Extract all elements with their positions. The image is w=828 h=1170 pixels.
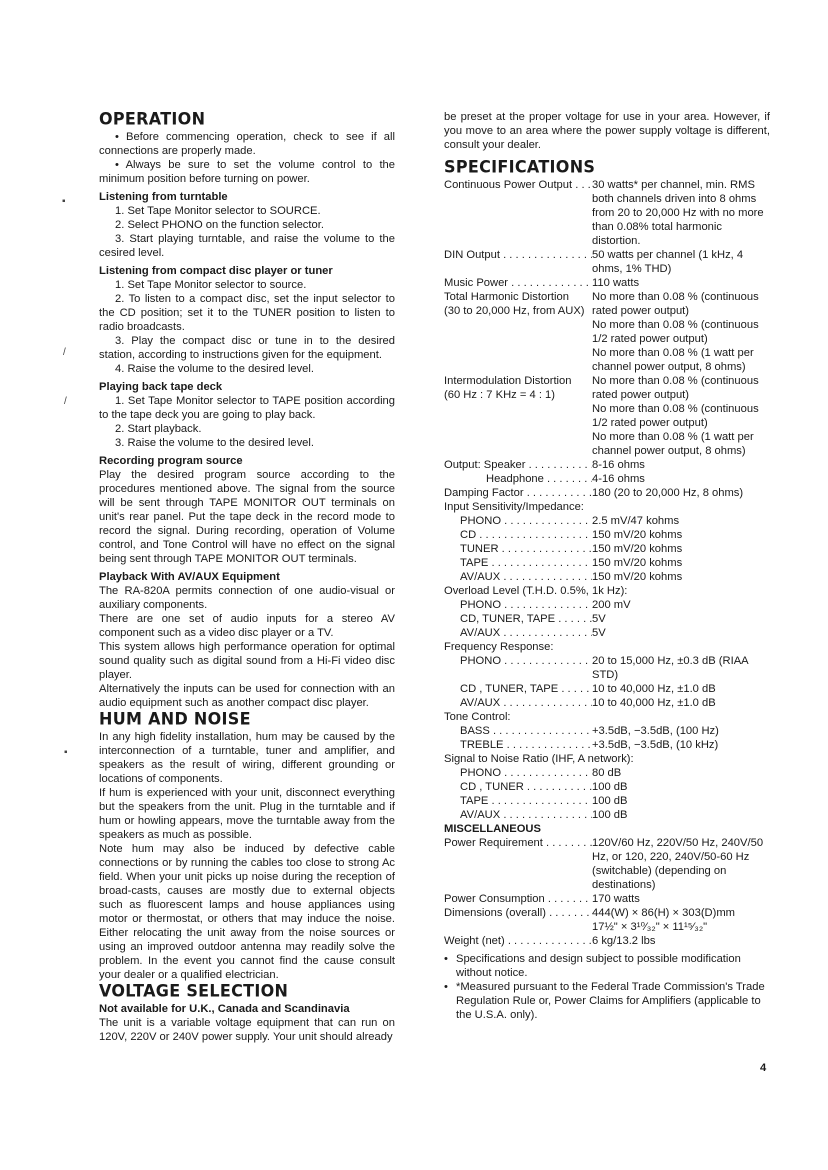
spec-value: 10 to 40,000 Hz, ±1.0 dB [592,683,716,695]
misc-heading: MISCELLANEOUS [444,823,541,835]
spec-label: CD , TUNER . . . [444,780,592,794]
paragraph: Note hum may also be induced by defective cable connections or by running the cables too close to strong Ac field. When your unit picks up noise during the reception of broad-casts, causes are mostly due to external objects such as fluorescent lamps and house appliances using motor or thermostat, or others that may induce the noise. Either relocating the unit away from the noise sources or using an improved outdoor antenna may readily solve the problem. In the event you cannot find the cause consult your dealer or a qualified electrician. [99,843,395,981]
spec-row [444,276,770,290]
paragraph: There are one set of audio inputs for a stereo AV component such as a video disc player or a TV. [99,613,395,639]
spec-label: CD, TUNER, TAPE . . . [444,612,592,626]
step: 1. Set Tape Monitor selector to source. [115,279,307,291]
specifications-title: SPECIFICATIONS [444,156,596,177]
spec-group-heading: Tone Control: [444,711,511,723]
spec-row [444,808,770,822]
spec-label: Continuous Power Output . . . [444,178,592,248]
spec-value: 150 mV/20 kohms [592,529,683,541]
thd-value: No more than 0.08 % (1 watt per channel power output, 8 ohms) [592,347,754,373]
spec-value: 150 mV/20 kohms [592,571,683,583]
step: 1. Set Tape Monitor selector to SOURCE. [115,205,321,217]
spec-value: 170 watts [592,893,640,905]
spec-value [592,290,770,374]
footnote [444,952,770,980]
spec-label: TREBLE . . . [444,738,592,752]
paragraph: The unit is a variable voltage equipment that can run on 120V, 220V or 240V power supply. Your unit should already [99,1017,395,1043]
spec-value: 150 mV/20 kohms [592,543,683,555]
paragraph: The RA-820A permits connection of one audio-visual or auxiliary components. [99,585,395,611]
spec-label: BASS . . . [444,724,592,738]
step: 2. Start playback. [115,423,202,435]
spec-label: Weight (net) . . . [444,934,592,948]
spec-value: 110 watts [592,277,640,289]
spec-value: 10 to 40,000 Hz, ±1.0 dB [592,697,716,709]
spec-row [444,598,770,612]
spec-row [444,682,770,696]
paragraph: This system allows high performance operation for optimal sound quality such as digital sound from a Hi-Fi video disc player. [99,641,395,681]
spec-label-sub: (60 Hz : 7 KHz = 4 : 1) [444,389,555,401]
spec-label: Power Requirement . . . [444,836,592,892]
spec-label: PHONO . . . [444,514,592,528]
spec-group-heading: Input Sensitivity/Impedance: [444,501,584,513]
page-number: 4 [760,1062,767,1074]
thd-value: No more than 0.08 % (continuous rated power output) [592,291,759,317]
spec-label: DIN Output . . . [444,248,592,276]
section-heading: Listening from compact disc player or tuner [99,265,333,277]
paragraph: Play the desired program source according to the procedures mentioned above. The signal from the source will be sent through TAPE MONITOR OUT terminals on unit's rear panel. Put the tape deck in the record mode to record the signal. During recording, operation of Volume control, and Tone Control will have no effect on the signal being sent through TAPE MONITOR OUT terminals. [99,469,395,565]
spec-label: AV/AUX . . . [444,626,592,640]
spec-value: 50 watts per channel (1 kHz, 4 ohms, 1% THD) [592,249,744,275]
spec-row [444,654,770,682]
spec-row [444,514,770,528]
hum-title: HUM AND NOISE [99,708,251,729]
paragraph: Alternatively the inputs can be used for connection with an audio equipment such as another compact disc player. [99,683,395,709]
step: 2. Select PHONO on the function selector. [115,219,324,231]
bullet-icon: • [444,981,448,993]
spec-row [444,374,770,458]
spec-value: 20 to 15,000 Hz, ±0.3 dB (RIAA STD) [592,655,749,681]
spec-row [444,906,770,934]
spec-value: 200 mV [592,599,631,611]
spec-row [444,528,770,542]
spec-row [444,626,770,640]
spec-label [444,290,592,374]
step: 3. Start playing turntable, and raise the volume to the cesired level. [99,233,395,259]
spec-label: PHONO . . . [444,766,592,780]
spec-row [444,458,770,472]
spec-label: Output: Speaker . . . [444,458,592,472]
spec-label: TUNER . . . [444,542,592,556]
spec-value: 100 dB [592,781,628,793]
spec-label: PHONO . . . [444,654,592,682]
step: 1. Set Tape Monitor selector to TAPE position according to the tape deck you are going to play back. [99,395,395,421]
spec-value: 8-16 ohms [592,459,645,471]
spec-label: Damping Factor . . . [444,486,592,500]
spec-value: 80 dB [592,767,622,779]
spec-value [592,906,770,934]
operation-title: OPERATION [99,108,206,129]
spec-row [444,570,770,584]
right-column [444,110,770,1022]
spec-value: 30 watts* per channel, min. RMS both channels driven into 8 ohms from 20 to 20,000 Hz with no more than 0.08% total harmonic distortion. [592,179,764,247]
step: 3. Play the compact disc or tune in to the desired station, according to instructions given for the equipment. [99,335,395,361]
spec-value: 4-16 ohms [592,473,645,485]
spec-value: 100 dB [592,809,628,821]
spec-label: TAPE . . . [444,794,592,808]
spec-label [444,374,592,458]
footnote-text: Specifications and design subject to possible modification without notice. [456,953,741,979]
spec-label: Music Power . . . [444,276,592,290]
spec-group-heading: Frequency Response: [444,641,554,653]
section-heading: Playing back tape deck [99,381,223,393]
spec-row [444,724,770,738]
spec-row [444,892,770,906]
spec-value: 100 dB [592,795,628,807]
section-heading: Listening from turntable [99,191,228,203]
spec-label: TAPE . . . [444,556,592,570]
spec-label: AV/AUX . . . [444,570,592,584]
spec-label: CD , TUNER, TAPE . . . [444,682,592,696]
spec-value: 150 mV/20 kohms [592,557,683,569]
spec-value: 120V/60 Hz, 220V/50 Hz, 240V/50 Hz, or 120, 220, 240V/50-60 Hz (switchable) (depending on destinations) [592,837,764,891]
spec-value: 180 (20 to 20,000 Hz, 8 ohms) [592,487,744,499]
intro-paragraph: • Before commencing operation, check to see if all connections are properly made. [99,131,395,157]
spec-value: 2.5 mV/47 kohms [592,515,680,527]
spec-row [444,836,770,892]
spec-value: +3.5dB, −3.5dB, (100 Hz) [592,725,719,737]
dimensions-inch: 17½" × 3¹⁰⁄₃₂" × 11¹⁵⁄₃₂" [592,921,708,933]
spec-label: CD . . . [444,528,592,542]
spec-row [444,178,770,248]
footnote-text: *Measured pursuant to the Federal Trade Commission's Trade Regulation Rule or, Power Claims for Amplifiers (applicable to the U.S.A. only). [456,981,765,1021]
spec-value: +3.5dB, −3.5dB, (10 kHz) [592,739,719,751]
spec-row [444,486,770,500]
paragraph: be preset at the proper voltage for use in your area. However, if you move to an area where the power supply voltage is different, consult your dealer. [444,111,770,151]
spec-value [592,374,770,458]
spec-group-heading: Signal to Noise Ratio (IHF, A network): [444,753,634,765]
spec-value: 6 kg/13.2 lbs [592,935,656,947]
spec-row [444,794,770,808]
spec-row [444,248,770,276]
spec-row [444,738,770,752]
spec-label: PHONO . . . [444,598,592,612]
spec-row [444,290,770,374]
spec-value: 5V [592,613,606,625]
spec-label: AV/AUX . . . [444,808,592,822]
footnote [444,980,770,1022]
spec-row [444,542,770,556]
intro-paragraph: • Always be sure to set the volume control to the minimum position before turning on power. [99,159,395,185]
thd-value: No more than 0.08 % (continuous 1/2 rated power output) [592,319,759,345]
spec-row [444,780,770,794]
voltage-title: VOLTAGE SELECTION [99,980,289,1001]
left-column [99,110,395,1044]
paragraph: In any high fidelity installation, hum may be caused by the interconnection of a turntable, tuner and amplifier, and speakers as the result of wiring, different grounding or locations of components. [99,731,395,785]
spec-label: Headphone . . . [444,472,592,486]
step: 4. Raise the volume to the desired level. [115,363,314,375]
spec-value: 5V [592,627,606,639]
imd-value: No more than 0.08 % (continuous rated power output) [592,375,759,401]
section-heading: Not available for U.K., Canada and Scandinavia [99,1003,350,1015]
spec-label-main: Intermodulation Distortion [444,375,572,387]
spec-label: Dimensions (overall) . . . [444,906,592,934]
spec-row [444,556,770,570]
spec-row [444,766,770,780]
dimensions-mm: 444(W) × 86(H) × 303(D)mm [592,907,735,919]
spec-row [444,472,770,486]
spec-label-main: Total Harmonic Distortion [444,291,569,303]
paragraph: If hum is experienced with your unit, disconnect everything but the speakers from the unit. Plug in the turntable and if hum or howling appears, move the turntable away from the speakers as much as possible. [99,787,395,841]
spec-label-sub: (30 to 20,000 Hz, from AUX) [444,305,585,317]
step: 2. To listen to a compact disc, set the input selector to the CD position; set it to the TUNER position to listen to radio broadcasts. [99,293,395,333]
spec-row [444,612,770,626]
spec-label: Power Consumption . . . [444,892,592,906]
spec-group-heading: Overload Level (T.H.D. 0.5%, 1k Hz): [444,585,628,597]
spec-row [444,696,770,710]
bullet-icon: • [444,953,448,965]
section-heading: Playback With AV/AUX Equipment [99,571,280,583]
spec-label: AV/AUX . . . [444,696,592,710]
imd-value: No more than 0.08 % (1 watt per channel power output, 8 ohms) [592,431,754,457]
imd-value: No more than 0.08 % (continuous 1/2 rated power output) [592,403,759,429]
step: 3. Raise the volume to the desired level. [115,437,314,449]
section-heading: Recording program source [99,455,243,467]
spec-row [444,934,770,948]
